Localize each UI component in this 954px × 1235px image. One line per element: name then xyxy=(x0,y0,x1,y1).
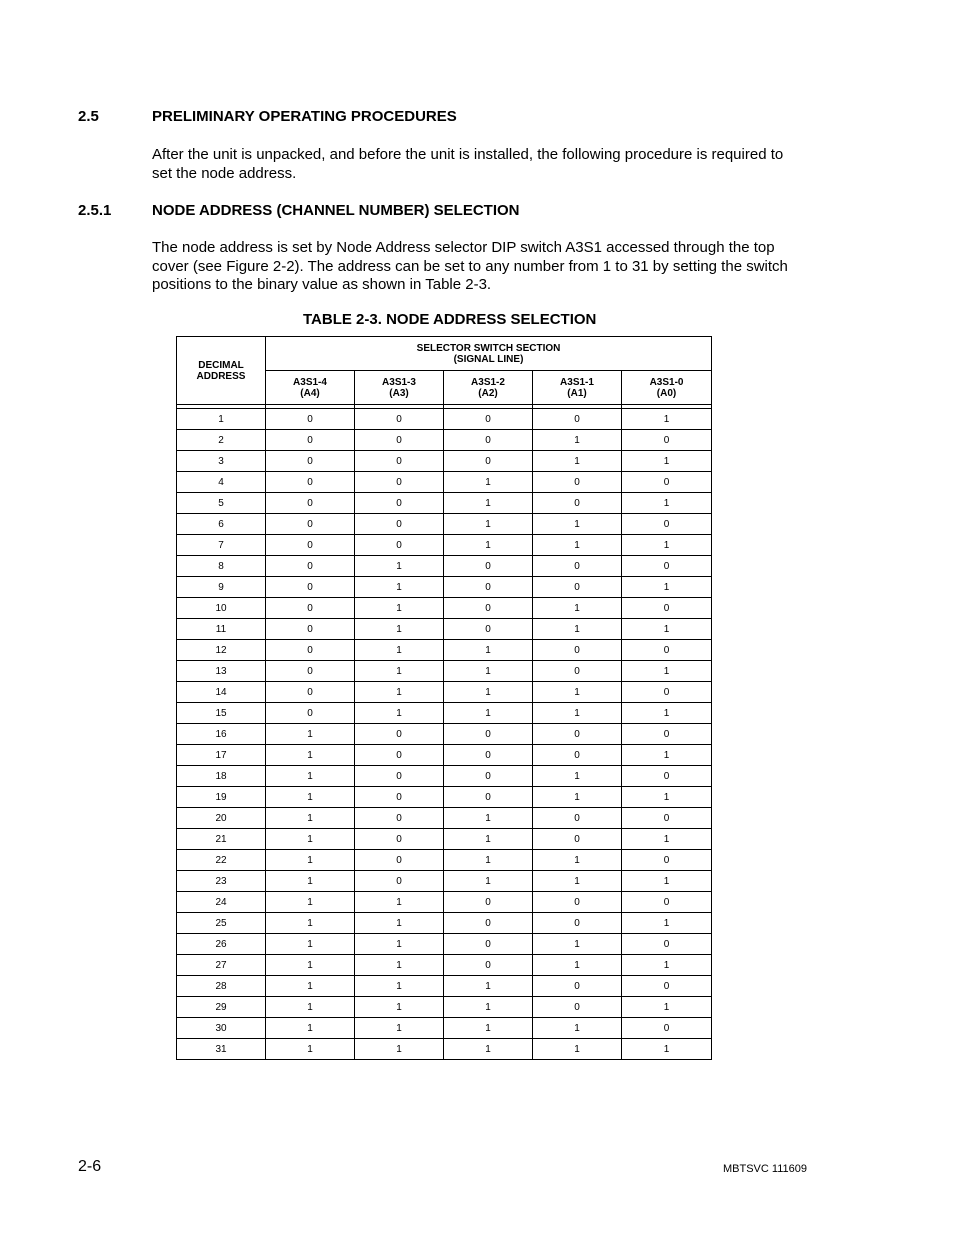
decimal-address-cell: 17 xyxy=(177,745,266,766)
paragraph-line: The node address is set by Node Address selector DIP switch A3S1 accessed through the top xyxy=(152,239,775,256)
switch-value-cell: 0 xyxy=(622,598,712,619)
table-row xyxy=(177,934,712,955)
switch-value-cell: 1 xyxy=(444,1018,533,1039)
switch-value-cell: 1 xyxy=(533,598,622,619)
switch-value-cell: 1 xyxy=(355,1018,444,1039)
decimal-address-cell: 11 xyxy=(177,619,266,640)
node-address-table xyxy=(176,336,712,1060)
section-title: PRELIMINARY OPERATING PROCEDURES xyxy=(152,108,457,125)
paragraph-line: After the unit is unpacked, and before the unit is installed, the following procedure is required to xyxy=(152,146,784,163)
decimal-address-cell: 9 xyxy=(177,577,266,598)
switch-value-cell: 1 xyxy=(355,640,444,661)
switch-value-cell: 0 xyxy=(355,871,444,892)
switch-value-cell: 1 xyxy=(266,871,355,892)
switch-value-cell: 0 xyxy=(355,787,444,808)
switch-value-cell: 0 xyxy=(622,766,712,787)
switch-value-cell: 1 xyxy=(355,703,444,724)
subsection-number: 2.5.1 xyxy=(78,202,112,219)
switch-value-cell: 0 xyxy=(622,892,712,913)
switch-value-cell: 1 xyxy=(533,430,622,451)
switch-value-cell: 0 xyxy=(444,619,533,640)
table-row xyxy=(177,451,712,472)
document-id: MBTSVC 111609 xyxy=(723,1163,807,1175)
decimal-address-cell: 4 xyxy=(177,472,266,493)
switch-value-cell: 0 xyxy=(533,640,622,661)
switch-value-cell: 1 xyxy=(444,1039,533,1060)
switch-value-cell: 1 xyxy=(355,661,444,682)
switch-value-cell: 1 xyxy=(444,997,533,1018)
switch-value-cell: 1 xyxy=(266,955,355,976)
switch-value-cell: 0 xyxy=(266,472,355,493)
switch-value-cell: 0 xyxy=(533,997,622,1018)
switch-value-cell: 1 xyxy=(355,997,444,1018)
switch-value-cell: 0 xyxy=(533,976,622,997)
switch-value-cell: 0 xyxy=(444,766,533,787)
paragraph-line: cover (see Figure 2-2). The address can be set to any number from 1 to 31 by setting the switch xyxy=(152,257,788,275)
switch-value-cell: 0 xyxy=(622,934,712,955)
switch-value-cell: 0 xyxy=(444,409,533,430)
switch-value-cell: 0 xyxy=(266,451,355,472)
table-row xyxy=(177,976,712,997)
decimal-address-cell: 13 xyxy=(177,661,266,682)
switch-value-cell: 0 xyxy=(266,577,355,598)
switch-value-cell: 1 xyxy=(444,535,533,556)
switch-value-cell: 1 xyxy=(533,514,622,535)
subsection-title: NODE ADDRESS (CHANNEL NUMBER) SELECTION xyxy=(152,202,520,219)
switch-value-cell: 1 xyxy=(266,745,355,766)
switch-value-cell: 1 xyxy=(355,934,444,955)
switch-value-cell: 0 xyxy=(533,745,622,766)
decimal-address-cell: 12 xyxy=(177,640,266,661)
column-header-switch: A3S1-3 (A3) xyxy=(355,371,444,405)
switch-value-cell: 0 xyxy=(266,514,355,535)
switch-value-cell: 0 xyxy=(622,514,712,535)
table-row xyxy=(177,766,712,787)
switch-value-cell: 0 xyxy=(266,556,355,577)
switch-value-cell: 1 xyxy=(533,535,622,556)
table-row xyxy=(177,892,712,913)
switch-value-cell: 0 xyxy=(355,451,444,472)
switch-value-cell: 0 xyxy=(444,430,533,451)
switch-value-cell: 1 xyxy=(266,850,355,871)
switch-value-cell: 0 xyxy=(355,766,444,787)
table-row xyxy=(177,997,712,1018)
switch-value-cell: 1 xyxy=(444,514,533,535)
table-row xyxy=(177,472,712,493)
table-row xyxy=(177,514,712,535)
switch-value-cell: 1 xyxy=(533,787,622,808)
switch-value-cell: 0 xyxy=(622,556,712,577)
decimal-address-cell: 24 xyxy=(177,892,266,913)
switch-value-cell: 1 xyxy=(622,745,712,766)
switch-value-cell: 1 xyxy=(622,619,712,640)
switch-value-cell: 0 xyxy=(622,1018,712,1039)
table-row xyxy=(177,850,712,871)
decimal-address-cell: 5 xyxy=(177,493,266,514)
switch-value-cell: 0 xyxy=(622,430,712,451)
switch-value-cell: 1 xyxy=(533,934,622,955)
table-row xyxy=(177,493,712,514)
switch-value-cell: 1 xyxy=(622,787,712,808)
decimal-address-cell: 21 xyxy=(177,829,266,850)
switch-value-cell: 1 xyxy=(444,703,533,724)
switch-value-cell: 1 xyxy=(622,871,712,892)
switch-value-cell: 1 xyxy=(266,934,355,955)
switch-value-cell: 0 xyxy=(533,493,622,514)
switch-value-cell: 1 xyxy=(355,913,444,934)
table-row xyxy=(177,703,712,724)
switch-value-cell: 0 xyxy=(355,850,444,871)
switch-value-cell: 0 xyxy=(622,850,712,871)
switch-value-cell: 0 xyxy=(355,493,444,514)
switch-value-cell: 1 xyxy=(266,913,355,934)
table-row xyxy=(177,661,712,682)
switch-value-cell: 0 xyxy=(444,787,533,808)
switch-value-cell: 1 xyxy=(533,871,622,892)
switch-value-cell: 0 xyxy=(533,661,622,682)
switch-value-cell: 1 xyxy=(533,451,622,472)
decimal-address-cell: 3 xyxy=(177,451,266,472)
subsection-paragraph xyxy=(152,239,812,295)
switch-value-cell: 1 xyxy=(622,409,712,430)
switch-value-cell: 1 xyxy=(622,661,712,682)
switch-value-cell: 0 xyxy=(444,913,533,934)
switch-value-cell: 0 xyxy=(355,514,444,535)
decimal-address-cell: 1 xyxy=(177,409,266,430)
switch-value-cell: 0 xyxy=(533,829,622,850)
switch-value-cell: 0 xyxy=(355,409,444,430)
switch-value-cell: 1 xyxy=(444,640,533,661)
switch-value-cell: 0 xyxy=(533,892,622,913)
table-row xyxy=(177,556,712,577)
table-row xyxy=(177,787,712,808)
paragraph-line: positions to the binary value as shown in Table 2-3. xyxy=(152,276,492,293)
switch-value-cell: 1 xyxy=(266,1039,355,1060)
switch-value-cell: 0 xyxy=(266,661,355,682)
table-row xyxy=(177,871,712,892)
page-number: 2-6 xyxy=(78,1158,102,1175)
switch-value-cell: 1 xyxy=(355,976,444,997)
switch-value-cell: 0 xyxy=(533,472,622,493)
switch-value-cell: 0 xyxy=(266,409,355,430)
switch-value-cell: 0 xyxy=(444,892,533,913)
switch-value-cell: 1 xyxy=(533,619,622,640)
table-row xyxy=(177,829,712,850)
table-row xyxy=(177,640,712,661)
switch-value-cell: 1 xyxy=(533,850,622,871)
switch-value-cell: 0 xyxy=(444,955,533,976)
switch-value-cell: 0 xyxy=(266,619,355,640)
switch-value-cell: 1 xyxy=(622,955,712,976)
switch-value-cell: 1 xyxy=(444,808,533,829)
switch-value-cell: 1 xyxy=(622,451,712,472)
table-row xyxy=(177,598,712,619)
switch-value-cell: 1 xyxy=(622,997,712,1018)
switch-value-cell: 0 xyxy=(444,745,533,766)
table-row xyxy=(177,577,712,598)
switch-value-cell: 0 xyxy=(622,724,712,745)
switch-value-cell: 1 xyxy=(266,892,355,913)
decimal-address-cell: 27 xyxy=(177,955,266,976)
decimal-address-cell: 16 xyxy=(177,724,266,745)
table-title: TABLE 2-3. NODE ADDRESS SELECTION xyxy=(303,311,597,328)
switch-value-cell: 0 xyxy=(622,682,712,703)
switch-value-cell: 1 xyxy=(444,493,533,514)
switch-value-cell: 0 xyxy=(622,976,712,997)
switch-value-cell: 1 xyxy=(355,892,444,913)
decimal-address-cell: 6 xyxy=(177,514,266,535)
section-paragraph xyxy=(152,146,783,183)
decimal-address-cell: 8 xyxy=(177,556,266,577)
section-number: 2.5 xyxy=(78,108,99,125)
table-row xyxy=(177,430,712,451)
decimal-address-cell: 29 xyxy=(177,997,266,1018)
switch-value-cell: 0 xyxy=(444,451,533,472)
switch-value-cell: 0 xyxy=(622,808,712,829)
switch-value-cell: 0 xyxy=(444,598,533,619)
switch-value-cell: 1 xyxy=(533,766,622,787)
switch-value-cell: 0 xyxy=(355,829,444,850)
switch-value-cell: 0 xyxy=(533,556,622,577)
decimal-address-cell: 15 xyxy=(177,703,266,724)
decimal-address-cell: 19 xyxy=(177,787,266,808)
column-header-switch: A3S1-1 (A1) xyxy=(533,371,622,405)
switch-value-cell: 1 xyxy=(355,682,444,703)
table-row xyxy=(177,913,712,934)
switch-value-cell: 1 xyxy=(266,766,355,787)
switch-value-cell: 0 xyxy=(266,493,355,514)
switch-value-cell: 0 xyxy=(355,430,444,451)
switch-value-cell: 0 xyxy=(355,724,444,745)
switch-value-cell: 1 xyxy=(266,1018,355,1039)
switch-value-cell: 1 xyxy=(622,493,712,514)
decimal-address-cell: 2 xyxy=(177,430,266,451)
switch-value-cell: 1 xyxy=(355,1039,444,1060)
switch-value-cell: 0 xyxy=(266,430,355,451)
switch-value-cell: 0 xyxy=(533,913,622,934)
switch-value-cell: 0 xyxy=(533,808,622,829)
table-row xyxy=(177,409,712,430)
switch-value-cell: 1 xyxy=(533,1039,622,1060)
switch-value-cell: 0 xyxy=(444,556,533,577)
switch-value-cell: 1 xyxy=(355,598,444,619)
switch-value-cell: 1 xyxy=(444,829,533,850)
switch-value-cell: 1 xyxy=(266,976,355,997)
switch-value-cell: 1 xyxy=(444,976,533,997)
switch-value-cell: 1 xyxy=(266,724,355,745)
decimal-address-cell: 28 xyxy=(177,976,266,997)
decimal-address-cell: 26 xyxy=(177,934,266,955)
switch-value-cell: 1 xyxy=(533,703,622,724)
table-row xyxy=(177,682,712,703)
decimal-address-cell: 23 xyxy=(177,871,266,892)
switch-value-cell: 1 xyxy=(266,997,355,1018)
switch-value-cell: 0 xyxy=(266,598,355,619)
decimal-address-cell: 7 xyxy=(177,535,266,556)
switch-value-cell: 0 xyxy=(444,577,533,598)
decimal-address-cell: 25 xyxy=(177,913,266,934)
switch-value-cell: 1 xyxy=(355,955,444,976)
column-header-decimal-address: DECIMAL ADDRESS xyxy=(177,337,266,405)
switch-value-cell: 1 xyxy=(533,955,622,976)
decimal-address-cell: 20 xyxy=(177,808,266,829)
switch-value-cell: 0 xyxy=(533,409,622,430)
switch-value-cell: 1 xyxy=(355,577,444,598)
decimal-address-cell: 10 xyxy=(177,598,266,619)
switch-value-cell: 0 xyxy=(355,472,444,493)
switch-value-cell: 0 xyxy=(355,745,444,766)
switch-value-cell: 0 xyxy=(266,640,355,661)
decimal-address-cell: 14 xyxy=(177,682,266,703)
table-row xyxy=(177,955,712,976)
switch-value-cell: 1 xyxy=(622,913,712,934)
switch-value-cell: 0 xyxy=(622,640,712,661)
switch-value-cell: 1 xyxy=(444,850,533,871)
switch-value-cell: 0 xyxy=(266,703,355,724)
decimal-address-cell: 30 xyxy=(177,1018,266,1039)
switch-value-cell: 1 xyxy=(444,661,533,682)
switch-value-cell: 0 xyxy=(355,535,444,556)
switch-value-cell: 1 xyxy=(533,682,622,703)
switch-value-cell: 0 xyxy=(266,535,355,556)
switch-value-cell: 1 xyxy=(444,472,533,493)
table-row xyxy=(177,808,712,829)
column-header-switch: A3S1-4 (A4) xyxy=(266,371,355,405)
table-row xyxy=(177,745,712,766)
switch-value-cell: 0 xyxy=(355,808,444,829)
switch-value-cell: 1 xyxy=(533,1018,622,1039)
switch-value-cell: 1 xyxy=(622,703,712,724)
column-header-switch: A3S1-2 (A2) xyxy=(444,371,533,405)
switch-value-cell: 1 xyxy=(622,535,712,556)
table-row xyxy=(177,619,712,640)
switch-value-cell: 1 xyxy=(444,871,533,892)
switch-value-cell: 0 xyxy=(444,724,533,745)
table-row xyxy=(177,535,712,556)
switch-value-cell: 0 xyxy=(533,724,622,745)
paragraph-line: set the node address. xyxy=(152,164,297,182)
column-header-switch: A3S1-0 (A0) xyxy=(622,371,712,405)
switch-value-cell: 1 xyxy=(622,1039,712,1060)
switch-value-cell: 0 xyxy=(266,682,355,703)
decimal-address-cell: 18 xyxy=(177,766,266,787)
switch-value-cell: 0 xyxy=(622,472,712,493)
switch-value-cell: 1 xyxy=(266,808,355,829)
switch-value-cell: 1 xyxy=(266,787,355,808)
table-row xyxy=(177,724,712,745)
switch-value-cell: 1 xyxy=(622,829,712,850)
column-group-header-selector-switch: SELECTOR SWITCH SECTION (SIGNAL LINE) xyxy=(266,337,712,371)
switch-value-cell: 0 xyxy=(533,577,622,598)
switch-value-cell: 1 xyxy=(622,577,712,598)
switch-value-cell: 1 xyxy=(355,619,444,640)
switch-value-cell: 1 xyxy=(266,829,355,850)
switch-value-cell: 0 xyxy=(444,934,533,955)
switch-value-cell: 1 xyxy=(444,682,533,703)
table-row xyxy=(177,1018,712,1039)
decimal-address-cell: 31 xyxy=(177,1039,266,1060)
switch-value-cell: 1 xyxy=(355,556,444,577)
decimal-address-cell: 22 xyxy=(177,850,266,871)
table-row xyxy=(177,1039,712,1060)
